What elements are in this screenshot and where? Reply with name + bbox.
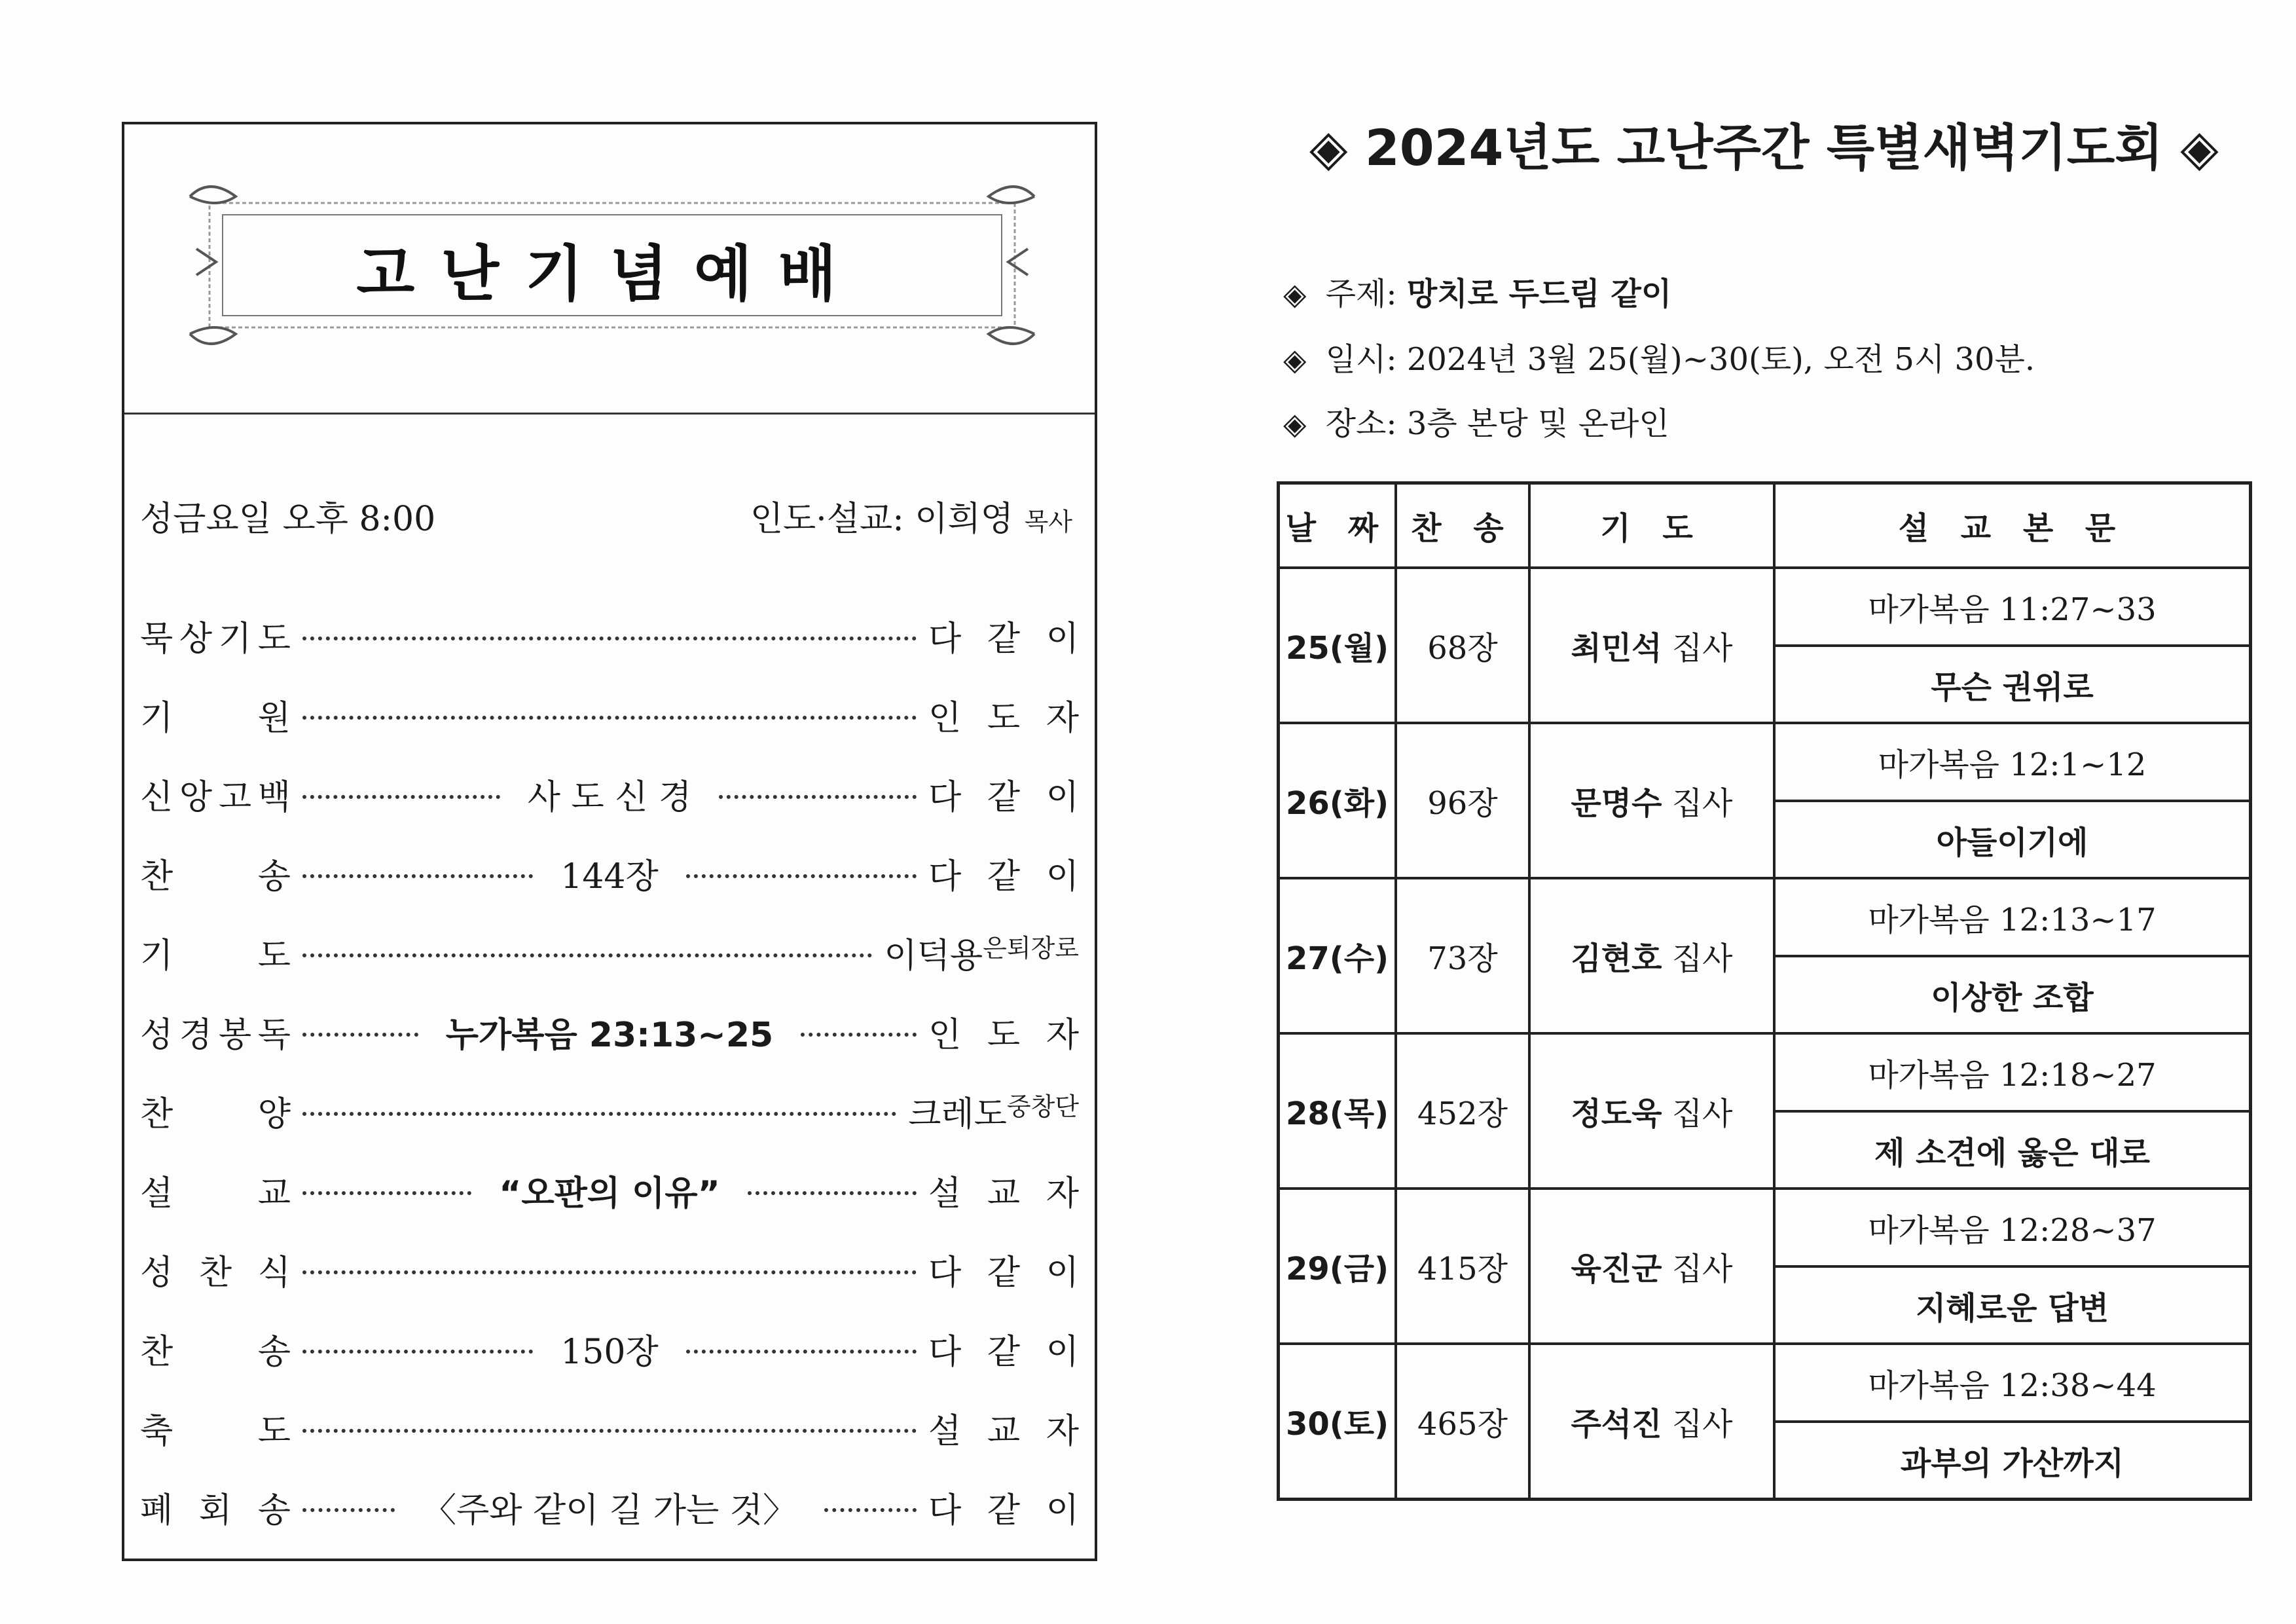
order-item bbox=[140, 1230, 1079, 1309]
prayer-cell bbox=[1529, 1033, 1774, 1189]
char: 경 bbox=[179, 1016, 213, 1055]
table-row bbox=[1279, 723, 2251, 801]
char: 독 bbox=[257, 1016, 291, 1055]
char: 찬 bbox=[198, 1253, 232, 1293]
char: 이 bbox=[1046, 1253, 1079, 1293]
service-meta bbox=[140, 491, 1079, 544]
order-item-name bbox=[140, 849, 291, 898]
scripture-cell: 마가복음 12:13~17 bbox=[1774, 878, 2251, 956]
leader-dots bbox=[302, 1270, 917, 1274]
char: 다 bbox=[928, 857, 962, 896]
char: 다 bbox=[928, 778, 962, 817]
sermon-title-cell: 과부의 가산까지 bbox=[1774, 1422, 2251, 1500]
char: 다 bbox=[928, 619, 962, 659]
leader-dots bbox=[302, 716, 917, 720]
char: 고 bbox=[218, 778, 252, 817]
order-item-person bbox=[928, 1245, 1079, 1294]
leader-dots bbox=[302, 637, 917, 640]
char: 묵 bbox=[140, 619, 173, 659]
order-item-detail: 〈주와 같이 길 가는 것〉 bbox=[422, 1491, 797, 1530]
char: 원 bbox=[257, 699, 291, 738]
order-item-detail: 150장 bbox=[560, 1333, 659, 1372]
header-sermon: 설 교 본 문 bbox=[1774, 483, 2251, 568]
char: 교 bbox=[257, 1174, 291, 1213]
char: 기 bbox=[218, 619, 252, 659]
leader-dots bbox=[302, 1508, 395, 1512]
char: 성 bbox=[140, 1016, 173, 1055]
service-time: 성금요일 오후 8:00 bbox=[140, 500, 436, 539]
char: 도 bbox=[987, 1016, 1021, 1055]
table-row bbox=[1279, 1033, 2251, 1111]
table-row bbox=[1279, 568, 2251, 646]
order-item-name bbox=[140, 1166, 291, 1215]
place-line bbox=[1283, 398, 1669, 443]
char: 송 bbox=[257, 857, 291, 896]
prayer-role: 집사 bbox=[1671, 785, 1733, 822]
hymn-cell: 452장 bbox=[1396, 1033, 1529, 1189]
prayer-name: 김현호 bbox=[1571, 940, 1662, 977]
diamond-icon: ◈ bbox=[1283, 342, 1307, 377]
leader-dots bbox=[748, 1191, 917, 1195]
char: 교 bbox=[987, 1174, 1021, 1213]
order-item-person bbox=[928, 1166, 1079, 1215]
char: 상 bbox=[179, 619, 213, 659]
leader-dots bbox=[302, 953, 872, 957]
place-value: 3층 본당 및 온라인 bbox=[1406, 405, 1669, 442]
char: 식 bbox=[257, 1253, 291, 1293]
hymn-cell: 68장 bbox=[1396, 568, 1529, 723]
prayer-role: 집사 bbox=[1671, 630, 1733, 667]
sermon-title-cell: 이상한 조합 bbox=[1774, 956, 2251, 1033]
scripture-cell: 마가복음 12:1~12 bbox=[1774, 723, 2251, 801]
diamond-icon: ◈ bbox=[1283, 406, 1307, 441]
char: 설 bbox=[928, 1174, 962, 1213]
header-prayer: 기 도 bbox=[1529, 483, 1774, 568]
order-item bbox=[140, 754, 1079, 834]
order-item bbox=[140, 834, 1079, 913]
order-item-person bbox=[928, 1403, 1079, 1452]
person-name: 크레도 bbox=[908, 1095, 1007, 1134]
char: 이 bbox=[1046, 1491, 1079, 1530]
leader-dots bbox=[302, 1191, 471, 1195]
prayer-name: 최민석 bbox=[1571, 630, 1662, 667]
date-label: 일시: bbox=[1325, 341, 1397, 378]
char: 도 bbox=[257, 619, 291, 659]
leader-dots bbox=[302, 795, 500, 799]
char: 다 bbox=[928, 1491, 962, 1530]
page-title: 고난기념예배 bbox=[356, 239, 863, 309]
char: 찬 bbox=[140, 857, 173, 896]
char: 회 bbox=[198, 1491, 232, 1530]
char: 설 bbox=[928, 1412, 962, 1451]
order-item-name bbox=[140, 690, 291, 739]
char: 같 bbox=[987, 619, 1021, 659]
order-item-name bbox=[140, 769, 291, 819]
char: 자 bbox=[1046, 1016, 1079, 1055]
char: 앙 bbox=[179, 778, 213, 817]
leader-dots bbox=[824, 1508, 917, 1512]
order-item-name bbox=[140, 1483, 291, 1532]
prayer-name: 정도욱 bbox=[1571, 1096, 1662, 1132]
prayer-cell bbox=[1529, 878, 1774, 1033]
hymn-cell: 465장 bbox=[1396, 1344, 1529, 1500]
schedule-body bbox=[1279, 568, 2251, 1500]
person-role: 은퇴장로 bbox=[983, 934, 1079, 963]
hymn-cell: 96장 bbox=[1396, 723, 1529, 878]
day-cell: 29(금) bbox=[1279, 1189, 1396, 1344]
prayer-role: 집사 bbox=[1671, 1406, 1733, 1443]
order-item-name bbox=[140, 1086, 291, 1135]
day-cell: 26(화) bbox=[1279, 723, 1396, 878]
order-item-detail: “오판의 이유” bbox=[499, 1174, 720, 1213]
order-item bbox=[140, 1388, 1079, 1467]
theme-line bbox=[1283, 268, 1671, 314]
order-item bbox=[140, 675, 1079, 754]
order-item bbox=[140, 992, 1079, 1071]
service-leader bbox=[750, 491, 1072, 540]
leader-dots bbox=[801, 1033, 917, 1037]
order-item bbox=[140, 1071, 1079, 1151]
scripture-cell: 마가복음 12:38~44 bbox=[1774, 1344, 2251, 1422]
sermon-title-cell: 무슨 권위로 bbox=[1774, 646, 2251, 723]
order-item-name bbox=[140, 1007, 291, 1056]
sermon-title-cell: 제 소견에 옳은 대로 bbox=[1774, 1111, 2251, 1189]
order-item-person bbox=[928, 1324, 1079, 1373]
order-item-person bbox=[928, 1483, 1079, 1532]
leader-name: 이희영 bbox=[915, 500, 1014, 539]
char: 송 bbox=[257, 1491, 291, 1530]
order-item-person bbox=[928, 611, 1079, 660]
theme-label: 주제: bbox=[1325, 276, 1397, 312]
char: 축 bbox=[140, 1412, 173, 1451]
leader-dots bbox=[302, 1350, 533, 1354]
char: 이 bbox=[1046, 857, 1079, 896]
hymn-cell: 415장 bbox=[1396, 1189, 1529, 1344]
char: 같 bbox=[987, 1491, 1021, 1530]
order-item bbox=[140, 596, 1079, 675]
day-cell: 30(토) bbox=[1279, 1344, 1396, 1500]
table-row bbox=[1279, 878, 2251, 956]
scripture-cell: 마가복음 11:27~33 bbox=[1774, 568, 2251, 646]
prayer-cell bbox=[1529, 723, 1774, 878]
order-item-name bbox=[140, 1403, 291, 1452]
char: 같 bbox=[987, 1253, 1021, 1293]
day-cell: 25(월) bbox=[1279, 568, 1396, 723]
char: 백 bbox=[257, 778, 291, 817]
scripture-cell: 마가복음 12:28~37 bbox=[1774, 1189, 2251, 1266]
order-item-name bbox=[140, 611, 291, 660]
day-cell: 27(수) bbox=[1279, 878, 1396, 1033]
place-label: 장소: bbox=[1325, 405, 1397, 442]
sermon-title-cell: 지혜로운 답변 bbox=[1774, 1266, 2251, 1344]
prayer-cell bbox=[1529, 1189, 1774, 1344]
char: 다 bbox=[928, 1333, 962, 1372]
day-cell: 28(목) bbox=[1279, 1033, 1396, 1189]
worship-order-panel bbox=[122, 122, 1097, 1561]
char: 폐 bbox=[140, 1491, 173, 1530]
char: 성 bbox=[140, 1253, 173, 1293]
date-value: 2024년 3월 25(월)~30(토), 오전 5시 30분. bbox=[1406, 341, 2035, 378]
char: 자 bbox=[1046, 1174, 1079, 1213]
char: 봉 bbox=[218, 1016, 252, 1055]
char: 기 bbox=[140, 936, 173, 976]
schedule-table bbox=[1277, 481, 2252, 1501]
char: 도 bbox=[257, 1412, 291, 1451]
order-item-name bbox=[140, 1245, 291, 1294]
char: 같 bbox=[987, 857, 1021, 896]
prayer-name: 육진군 bbox=[1571, 1251, 1662, 1287]
table-row bbox=[1279, 1189, 2251, 1266]
prayer-cell bbox=[1529, 568, 1774, 723]
order-item-person bbox=[928, 849, 1079, 898]
leader-role: 목사 bbox=[1024, 507, 1072, 536]
char: 교 bbox=[987, 1412, 1021, 1451]
prayer-name: 주석진 bbox=[1571, 1406, 1662, 1443]
order-item bbox=[140, 1309, 1079, 1388]
char: 찬 bbox=[140, 1333, 173, 1372]
char: 자 bbox=[1046, 1412, 1079, 1451]
date-line bbox=[1283, 334, 2035, 379]
char: 다 bbox=[928, 1253, 962, 1293]
char: 인 bbox=[928, 699, 962, 738]
order-item-person bbox=[884, 928, 1079, 977]
leader-dots bbox=[302, 1429, 917, 1433]
char: 도 bbox=[257, 936, 291, 976]
order-item-person bbox=[928, 769, 1079, 819]
leader-dots bbox=[302, 874, 533, 878]
char: 이 bbox=[1046, 619, 1079, 659]
char: 인 bbox=[928, 1016, 962, 1055]
char: 설 bbox=[140, 1174, 173, 1213]
char: 기 bbox=[140, 699, 173, 738]
char: 이 bbox=[1046, 1333, 1079, 1372]
order-item-detail: 누가복음 23:13~25 bbox=[445, 1016, 774, 1055]
order-item-detail: 144장 bbox=[560, 857, 659, 896]
order-item-person bbox=[928, 1007, 1079, 1056]
order-item bbox=[140, 913, 1079, 992]
char: 같 bbox=[987, 1333, 1021, 1372]
order-item-name bbox=[140, 928, 291, 977]
theme-value: 망치로 두드림 같이 bbox=[1406, 276, 1672, 312]
order-item-person bbox=[908, 1086, 1079, 1135]
prayer-name: 문명수 bbox=[1571, 785, 1662, 822]
char: 자 bbox=[1046, 699, 1079, 738]
prayer-role: 집사 bbox=[1671, 1251, 1733, 1287]
title-area bbox=[124, 124, 1095, 415]
char: 송 bbox=[257, 1333, 291, 1372]
char: 양 bbox=[257, 1095, 291, 1134]
leader-dots bbox=[719, 795, 917, 799]
leader-dots bbox=[302, 1033, 418, 1037]
char: 이 bbox=[1046, 778, 1079, 817]
leader-dots bbox=[302, 1112, 896, 1116]
leader-dots bbox=[686, 1350, 917, 1354]
char: 같 bbox=[987, 778, 1021, 817]
leader-label: 인도·설교: bbox=[750, 500, 904, 539]
order-item-name bbox=[140, 1324, 291, 1373]
order-item bbox=[140, 1467, 1079, 1547]
hymn-cell: 73장 bbox=[1396, 878, 1529, 1033]
table-row bbox=[1279, 1344, 2251, 1422]
person-name: 이덕용 bbox=[884, 936, 983, 976]
person-role: 중창단 bbox=[1006, 1092, 1079, 1121]
prayer-role: 집사 bbox=[1671, 940, 1733, 977]
scripture-cell: 마가복음 12:18~27 bbox=[1774, 1033, 2251, 1111]
schedule-title: ◈ 2024년도 고난주간 특별새벽기도회 ◈ bbox=[1309, 119, 2219, 177]
order-of-worship bbox=[140, 596, 1079, 1547]
leader-dots bbox=[686, 874, 917, 878]
sermon-title-cell: 아들이기에 bbox=[1774, 801, 2251, 878]
order-item bbox=[140, 1151, 1079, 1230]
char: 도 bbox=[987, 699, 1021, 738]
char: 신 bbox=[140, 778, 173, 817]
header-date: 날 짜 bbox=[1279, 483, 1396, 568]
order-item-detail: 사 도 신 경 bbox=[527, 778, 692, 817]
header-hymn: 찬 송 bbox=[1396, 483, 1529, 568]
char: 찬 bbox=[140, 1095, 173, 1134]
diamond-icon: ◈ bbox=[1283, 276, 1307, 312]
prayer-role: 집사 bbox=[1671, 1096, 1733, 1132]
prayer-cell bbox=[1529, 1344, 1774, 1500]
order-item-person bbox=[928, 690, 1079, 739]
table-header-row bbox=[1279, 483, 2251, 568]
